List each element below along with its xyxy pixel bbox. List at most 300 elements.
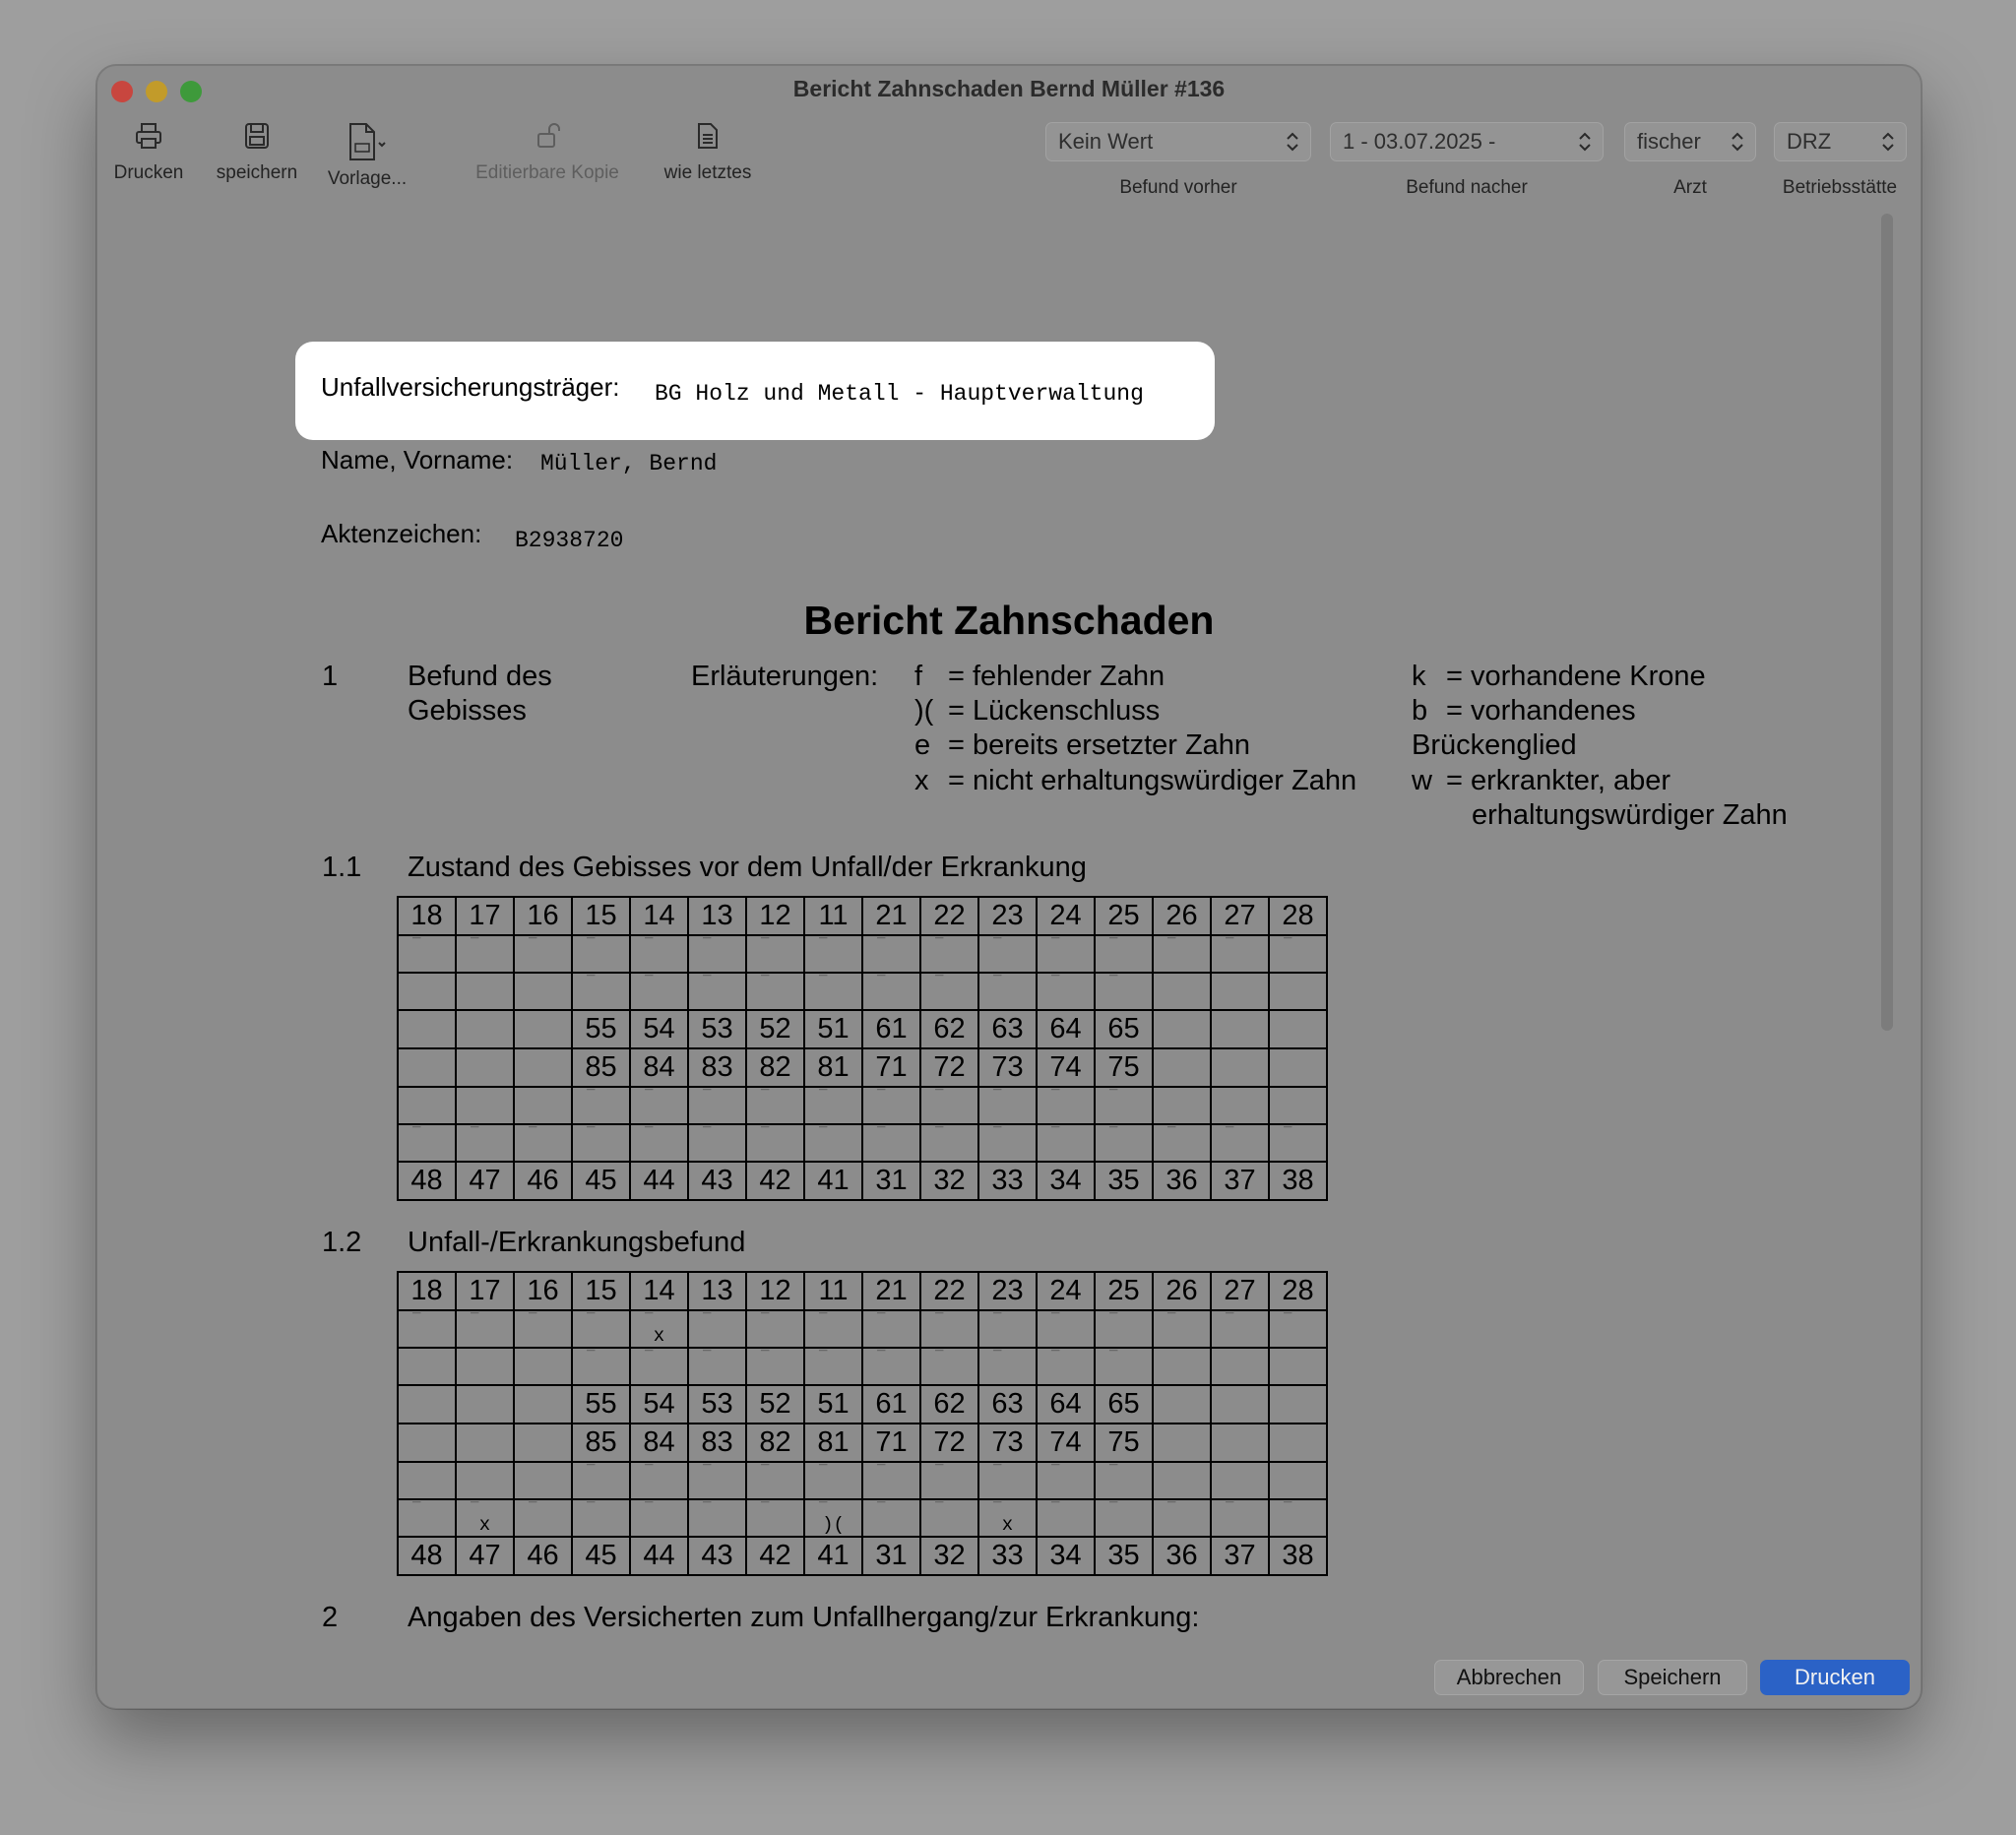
finding-cell[interactable] <box>1037 973 1095 1010</box>
tooth-number-cell: 65 <box>1095 1385 1153 1424</box>
empty-cell <box>1269 1462 1327 1499</box>
finding-cell[interactable] <box>920 1310 978 1348</box>
tooth-number-cell: 42 <box>746 1162 804 1200</box>
finding-cell[interactable] <box>688 1499 746 1537</box>
tooth-number-cell: 11 <box>804 897 862 935</box>
dash-mark: ‾ <box>703 1464 712 1480</box>
chart-findings-lower-findings <box>398 1499 1327 1537</box>
tooth-number-cell: 32 <box>920 1537 978 1575</box>
tooth-number-cell: 25 <box>1095 897 1153 935</box>
finding-cell[interactable] <box>1095 973 1153 1010</box>
finding-cell[interactable] <box>514 1124 572 1162</box>
finding-cell[interactable] <box>1037 935 1095 973</box>
empty-cell <box>514 1048 572 1087</box>
tooth-number-cell: 23 <box>978 897 1037 935</box>
tooth-number-cell: 53 <box>688 1010 746 1048</box>
tooth-number-cell: 65 <box>1095 1010 1153 1048</box>
empty-cell <box>456 1424 514 1462</box>
finding-cell[interactable] <box>978 1310 1037 1348</box>
tooth-number-cell: 33 <box>978 1162 1037 1200</box>
empty-cell <box>1269 1010 1327 1048</box>
empty-cell <box>1211 1385 1269 1424</box>
empty-cell <box>456 1087 514 1124</box>
dash-mark: ‾ <box>1051 1464 1060 1480</box>
finding-cell[interactable] <box>746 1348 804 1385</box>
dash-mark: ‾ <box>529 1126 537 1142</box>
finding-cell[interactable] <box>630 973 688 1010</box>
vertical-scrollbar[interactable] <box>1881 214 1893 1031</box>
tooth-number-cell: 28 <box>1269 1272 1327 1310</box>
tooth-number-cell: 75 <box>1095 1424 1153 1462</box>
cancel-button[interactable]: Abbrechen <box>1434 1660 1584 1695</box>
print-button[interactable]: Drucken <box>1760 1660 1910 1695</box>
finding-cell[interactable] <box>746 973 804 1010</box>
tooth-number-cell: 24 <box>1037 897 1095 935</box>
finding-cell[interactable] <box>920 1462 978 1499</box>
finding-cell[interactable] <box>688 1124 746 1162</box>
empty-cell <box>1153 1385 1211 1424</box>
empty-cell <box>398 1462 456 1499</box>
tooth-number-cell: 18 <box>398 1272 456 1310</box>
finding-cell[interactable] <box>920 1087 978 1124</box>
empty-cell <box>514 1462 572 1499</box>
finding-cell[interactable] <box>746 1462 804 1499</box>
finding-cell[interactable] <box>746 1499 804 1537</box>
finding-cell[interactable] <box>978 1462 1037 1499</box>
finding-cell[interactable] <box>1211 1124 1269 1162</box>
betrieb-popup[interactable] <box>1774 122 1907 161</box>
empty-cell <box>1153 1424 1211 1462</box>
legend-x-desc: = nicht erhaltungswürdiger Zahn <box>948 765 1357 796</box>
befund-nacher-label: Befund nacher <box>1406 177 1528 198</box>
befund-nacher-popup[interactable] <box>1330 122 1604 161</box>
tooth-number-cell: 81 <box>804 1424 862 1462</box>
finding-cell[interactable] <box>978 1124 1037 1162</box>
up-down-chevron-icon <box>1577 131 1593 153</box>
dash-mark: ‾ <box>703 1501 712 1517</box>
template-toolbar-button[interactable] <box>323 121 411 190</box>
dash-mark: ‾ <box>645 1312 654 1328</box>
dash-mark: ‾ <box>877 937 886 953</box>
empty-cell <box>1153 1010 1211 1048</box>
finding-cell[interactable] <box>688 1348 746 1385</box>
finding-cell[interactable] <box>514 1310 572 1348</box>
tooth-number-cell: 81 <box>804 1048 862 1087</box>
finding-cell[interactable] <box>1211 935 1269 973</box>
finding-cell[interactable] <box>804 1124 862 1162</box>
tooth-number-cell: 75 <box>1095 1048 1153 1087</box>
finding-cell[interactable] <box>688 935 746 973</box>
empty-cell <box>456 1462 514 1499</box>
empty-cell <box>1153 973 1211 1010</box>
dash-mark: ‾ <box>1109 1126 1118 1142</box>
tooth-number-cell: 16 <box>514 1272 572 1310</box>
dash-mark: ‾ <box>529 1501 537 1517</box>
finding-cell[interactable] <box>1037 1348 1095 1385</box>
tooth-number-cell: 22 <box>920 897 978 935</box>
finding-cell[interactable] <box>804 1499 862 1537</box>
save-button[interactable]: Speichern <box>1598 1660 1747 1695</box>
dental-chart-before <box>397 896 1328 1201</box>
legend-w-desc-2: erhaltungswürdiger Zahn <box>1472 799 1788 831</box>
finding-cell[interactable] <box>456 935 514 973</box>
file-number-value[interactable]: B2938720 <box>515 528 624 553</box>
dash-mark: ‾ <box>703 975 712 990</box>
dash-mark: ‾ <box>761 937 770 953</box>
finding-cell[interactable] <box>920 1499 978 1537</box>
finding-cell[interactable] <box>862 1462 920 1499</box>
dash-mark: ‾ <box>587 937 596 953</box>
like-last-toolbar-button[interactable] <box>654 121 762 184</box>
dash-mark: ‾ <box>645 1350 654 1365</box>
finding-cell[interactable] <box>1269 1310 1327 1348</box>
finding-cell[interactable] <box>630 1310 688 1348</box>
tooth-number-cell: 47 <box>456 1537 514 1575</box>
dash-mark: ‾ <box>1109 1350 1118 1365</box>
betrieb-label: Betriebsstätte <box>1782 177 1898 198</box>
dash-mark: ‾ <box>1109 1089 1118 1105</box>
tooth-number-cell: 31 <box>862 1162 920 1200</box>
empty-cell <box>1211 1010 1269 1048</box>
section-2-number: 2 <box>322 1602 339 1633</box>
dash-mark: ‾ <box>703 1089 712 1105</box>
tooth-number-cell: 72 <box>920 1424 978 1462</box>
finding-cell[interactable] <box>1095 1310 1153 1348</box>
tooth-number-cell: 33 <box>978 1537 1037 1575</box>
name-label: Name, Vorname: <box>321 445 514 475</box>
finding-cell[interactable] <box>572 1462 630 1499</box>
finding-mark: x <box>478 1514 491 1536</box>
legend-e-desc: = bereits ersetzter Zahn <box>948 729 1251 761</box>
dash-mark: ‾ <box>645 937 654 953</box>
dash-mark: ‾ <box>761 975 770 990</box>
editable-copy-toolbar-button[interactable] <box>464 121 631 184</box>
empty-cell <box>514 1385 572 1424</box>
save-toolbar-button[interactable] <box>213 121 301 184</box>
tooth-number-cell: 63 <box>978 1010 1037 1048</box>
befund-nacher-value: 1 - 03.07.2025 - <box>1343 129 1496 154</box>
dash-mark: ‾ <box>935 1312 944 1328</box>
tooth-number-cell: 54 <box>630 1010 688 1048</box>
dash-mark: ‾ <box>993 1464 1002 1480</box>
dash-mark: ‾ <box>645 1464 654 1480</box>
tooth-number-cell: 62 <box>920 1010 978 1048</box>
empty-cell <box>1269 1087 1327 1124</box>
finding-cell[interactable] <box>920 1124 978 1162</box>
finding-cell[interactable] <box>804 1087 862 1124</box>
tooth-number-cell: 43 <box>688 1162 746 1200</box>
betrieb-value: DRZ <box>1787 129 1832 154</box>
dash-mark: ‾ <box>645 1501 654 1517</box>
befund-vorher-popup[interactable] <box>1045 122 1311 161</box>
finding-cell[interactable] <box>398 1310 456 1348</box>
finding-cell[interactable] <box>1211 1310 1269 1348</box>
finding-cell[interactable] <box>1095 935 1153 973</box>
dash-mark: ‾ <box>761 1312 770 1328</box>
dash-mark: ‾ <box>703 1126 712 1142</box>
tooth-number-cell: 71 <box>862 1424 920 1462</box>
finding-cell[interactable] <box>746 935 804 973</box>
dash-mark: ‾ <box>703 937 712 953</box>
tooth-number-cell: 46 <box>514 1162 572 1200</box>
chart-findings-upper-findings <box>398 1310 1327 1348</box>
tooth-number-cell: 61 <box>862 1385 920 1424</box>
empty-cell <box>1269 1348 1327 1385</box>
finding-cell[interactable] <box>1153 1124 1211 1162</box>
arzt-popup[interactable] <box>1624 122 1756 161</box>
finding-cell[interactable] <box>1269 1124 1327 1162</box>
finding-cell[interactable] <box>1269 935 1327 973</box>
finding-cell[interactable] <box>1095 1462 1153 1499</box>
finding-cell[interactable] <box>1037 1462 1095 1499</box>
finding-cell[interactable] <box>862 1310 920 1348</box>
finding-cell[interactable] <box>1153 935 1211 973</box>
tooth-number-cell: 63 <box>978 1385 1037 1424</box>
finding-cell[interactable] <box>630 1499 688 1537</box>
finding-mark: )( <box>822 1514 845 1536</box>
dash-mark: ‾ <box>1109 975 1118 990</box>
insurer-label: Unfallversicherungsträger: <box>321 372 620 402</box>
dash-mark: ‾ <box>1226 1501 1234 1517</box>
dash-mark: ‾ <box>1226 1312 1234 1328</box>
finding-cell[interactable] <box>630 1124 688 1162</box>
chart-before-dec-lower-findings <box>398 1087 1327 1124</box>
finding-cell[interactable] <box>862 1124 920 1162</box>
finding-cell[interactable] <box>862 1348 920 1385</box>
finding-cell[interactable] <box>630 935 688 973</box>
finding-cell[interactable] <box>920 935 978 973</box>
dash-mark: ‾ <box>587 1464 596 1480</box>
legend-gap-desc: = Lückenschluss <box>948 695 1161 727</box>
finding-cell[interactable] <box>862 1499 920 1537</box>
insurer-value[interactable]: BG Holz und Metall - Hauptverwaltung <box>655 381 1144 407</box>
dash-mark: ‾ <box>1167 1312 1176 1328</box>
tooth-number-cell: 27 <box>1211 1272 1269 1310</box>
empty-cell <box>1269 973 1327 1010</box>
tooth-number-cell: 48 <box>398 1537 456 1575</box>
empty-cell <box>1211 973 1269 1010</box>
finding-cell[interactable] <box>572 973 630 1010</box>
dash-mark: ‾ <box>761 1501 770 1517</box>
finding-cell[interactable] <box>1095 1087 1153 1124</box>
dash-mark: ‾ <box>645 975 654 990</box>
chart-findings-dec-upper-findings <box>398 1348 1327 1385</box>
legend-w-desc: = erkrankter, aber <box>1446 765 1671 796</box>
tooth-number-cell: 73 <box>978 1424 1037 1462</box>
dash-mark: ‾ <box>1109 1464 1118 1480</box>
dash-mark: ‾ <box>1284 1312 1292 1328</box>
report-title: Bericht Zahnschaden <box>803 598 1215 643</box>
dash-mark: ‾ <box>1051 975 1060 990</box>
tooth-number-cell: 15 <box>572 1272 630 1310</box>
finding-cell[interactable] <box>398 1499 456 1537</box>
finding-cell[interactable] <box>456 1499 514 1537</box>
finding-cell[interactable] <box>978 1348 1037 1385</box>
dash-mark: ‾ <box>1284 1501 1292 1517</box>
finding-cell[interactable] <box>978 1499 1037 1537</box>
finding-cell[interactable] <box>804 973 862 1010</box>
empty-cell <box>456 1048 514 1087</box>
finding-cell[interactable] <box>1153 1499 1211 1537</box>
dash-mark: ‾ <box>412 1126 421 1142</box>
finding-cell[interactable] <box>572 1499 630 1537</box>
name-value[interactable]: Müller, Bernd <box>540 451 718 476</box>
section-1-1-number: 1.1 <box>322 852 362 883</box>
finding-cell[interactable] <box>978 935 1037 973</box>
finding-cell[interactable] <box>1037 1087 1095 1124</box>
dash-mark: ‾ <box>1284 1126 1292 1142</box>
finding-cell[interactable] <box>920 973 978 1010</box>
finding-cell[interactable] <box>862 973 920 1010</box>
finding-cell[interactable] <box>630 1462 688 1499</box>
finding-cell[interactable] <box>1269 1499 1327 1537</box>
save-icon <box>242 121 272 151</box>
finding-cell[interactable] <box>514 1499 572 1537</box>
chart-before-lower-findings <box>398 1124 1327 1162</box>
finding-cell[interactable] <box>746 1310 804 1348</box>
dash-mark: ‾ <box>1226 937 1234 953</box>
finding-cell[interactable] <box>688 973 746 1010</box>
dash-mark: ‾ <box>1051 1126 1060 1142</box>
chart-before-dec-upper-row <box>398 1010 1327 1048</box>
tooth-number-cell: 12 <box>746 1272 804 1310</box>
finding-cell[interactable] <box>804 1310 862 1348</box>
chart-findings-dec-lower-findings <box>398 1462 1327 1499</box>
tooth-number-cell: 64 <box>1037 1385 1095 1424</box>
dash-mark: ‾ <box>993 1089 1002 1105</box>
tooth-number-cell: 84 <box>630 1048 688 1087</box>
finding-cell[interactable] <box>630 1087 688 1124</box>
legend-x-code: x <box>914 765 929 796</box>
finding-cell[interactable] <box>572 1087 630 1124</box>
tooth-number-cell: 14 <box>630 897 688 935</box>
up-down-chevron-icon <box>1730 131 1745 153</box>
legend-title: Erläuterungen: <box>691 661 879 692</box>
legend-gap-code: )( <box>914 695 934 727</box>
tooth-number-cell: 36 <box>1153 1537 1211 1575</box>
tooth-number-cell: 51 <box>804 1385 862 1424</box>
finding-cell[interactable] <box>920 1348 978 1385</box>
tooth-number-cell: 53 <box>688 1385 746 1424</box>
finding-cell[interactable] <box>1037 1124 1095 1162</box>
tooth-number-cell: 42 <box>746 1537 804 1575</box>
dash-mark: ‾ <box>1051 1312 1060 1328</box>
tooth-number-cell: 24 <box>1037 1272 1095 1310</box>
finding-cell[interactable] <box>1095 1348 1153 1385</box>
section-1-2-number: 1.2 <box>322 1227 362 1258</box>
finding-cell[interactable] <box>398 1124 456 1162</box>
dash-mark: ‾ <box>877 1126 886 1142</box>
dash-mark: ‾ <box>819 1126 828 1142</box>
report-document <box>97 214 1921 1631</box>
finding-cell[interactable] <box>746 1124 804 1162</box>
tooth-number-cell: 83 <box>688 1424 746 1462</box>
finding-cell[interactable] <box>862 935 920 973</box>
finding-cell[interactable] <box>746 1087 804 1124</box>
finding-cell[interactable] <box>1095 1124 1153 1162</box>
arzt-value: fischer <box>1637 129 1701 154</box>
dash-mark: ‾ <box>1167 1501 1176 1517</box>
empty-cell <box>514 1424 572 1462</box>
tooth-number-cell: 61 <box>862 1010 920 1048</box>
finding-cell[interactable] <box>630 1348 688 1385</box>
dash-mark: ‾ <box>1284 937 1292 953</box>
tooth-number-cell: 32 <box>920 1162 978 1200</box>
dash-mark: ‾ <box>819 1464 828 1480</box>
section-1-title-a: Befund des <box>408 661 552 692</box>
finding-cell[interactable] <box>804 1462 862 1499</box>
unlock-icon <box>533 121 562 151</box>
legend-k-code: k <box>1412 661 1426 692</box>
dash-mark: ‾ <box>993 937 1002 953</box>
print-toolbar-button[interactable] <box>109 121 188 184</box>
finding-cell[interactable] <box>1153 1310 1211 1348</box>
tooth-number-cell: 13 <box>688 897 746 935</box>
finding-cell[interactable] <box>804 1348 862 1385</box>
dash-mark: ‾ <box>1051 1501 1060 1517</box>
empty-cell <box>514 1348 572 1385</box>
dash-mark: ‾ <box>412 1501 421 1517</box>
finding-cell[interactable] <box>1037 1499 1095 1537</box>
dash-mark: ‾ <box>529 937 537 953</box>
finding-cell[interactable] <box>804 935 862 973</box>
finding-cell[interactable] <box>1037 1310 1095 1348</box>
finding-cell[interactable] <box>862 1087 920 1124</box>
finding-cell[interactable] <box>688 1087 746 1124</box>
finding-cell[interactable] <box>456 1310 514 1348</box>
legend-f-code: f <box>914 661 923 692</box>
dash-mark: ‾ <box>877 975 886 990</box>
finding-cell[interactable] <box>572 1310 630 1348</box>
section-1-title-b: Gebisses <box>408 695 527 727</box>
finding-cell[interactable] <box>456 1124 514 1162</box>
tooth-number-cell: 37 <box>1211 1162 1269 1200</box>
tooth-number-cell: 45 <box>572 1162 630 1200</box>
chart-before-upper-findings <box>398 935 1327 973</box>
finding-cell[interactable] <box>688 1462 746 1499</box>
tooth-number-cell: 28 <box>1269 897 1327 935</box>
finding-cell[interactable] <box>572 1348 630 1385</box>
legend-b-desc-2: Brückenglied <box>1412 729 1577 761</box>
tooth-number-cell: 31 <box>862 1537 920 1575</box>
tooth-number-cell: 44 <box>630 1537 688 1575</box>
tooth-number-cell: 35 <box>1095 1537 1153 1575</box>
up-down-chevron-icon <box>1880 131 1896 153</box>
finding-cell[interactable] <box>1211 1499 1269 1537</box>
dash-mark: ‾ <box>819 1501 828 1517</box>
finding-cell[interactable] <box>572 935 630 973</box>
finding-cell[interactable] <box>978 973 1037 1010</box>
dash-mark: ‾ <box>819 937 828 953</box>
report-window <box>96 65 1922 1709</box>
tooth-number-cell: 26 <box>1153 1272 1211 1310</box>
finding-cell[interactable] <box>688 1310 746 1348</box>
tooth-number-cell: 41 <box>804 1162 862 1200</box>
finding-cell[interactable] <box>978 1087 1037 1124</box>
tooth-number-cell: 62 <box>920 1385 978 1424</box>
tooth-number-cell: 13 <box>688 1272 746 1310</box>
tooth-number-cell: 38 <box>1269 1162 1327 1200</box>
finding-cell[interactable] <box>514 935 572 973</box>
dash-mark: ‾ <box>703 1350 712 1365</box>
finding-cell[interactable] <box>398 935 456 973</box>
dash-mark: ‾ <box>877 1464 886 1480</box>
empty-cell <box>398 1348 456 1385</box>
tooth-number-cell: 41 <box>804 1537 862 1575</box>
finding-cell[interactable] <box>1095 1499 1153 1537</box>
finding-cell[interactable] <box>572 1124 630 1162</box>
like-last-toolbar-label: wie letztes <box>663 162 752 183</box>
